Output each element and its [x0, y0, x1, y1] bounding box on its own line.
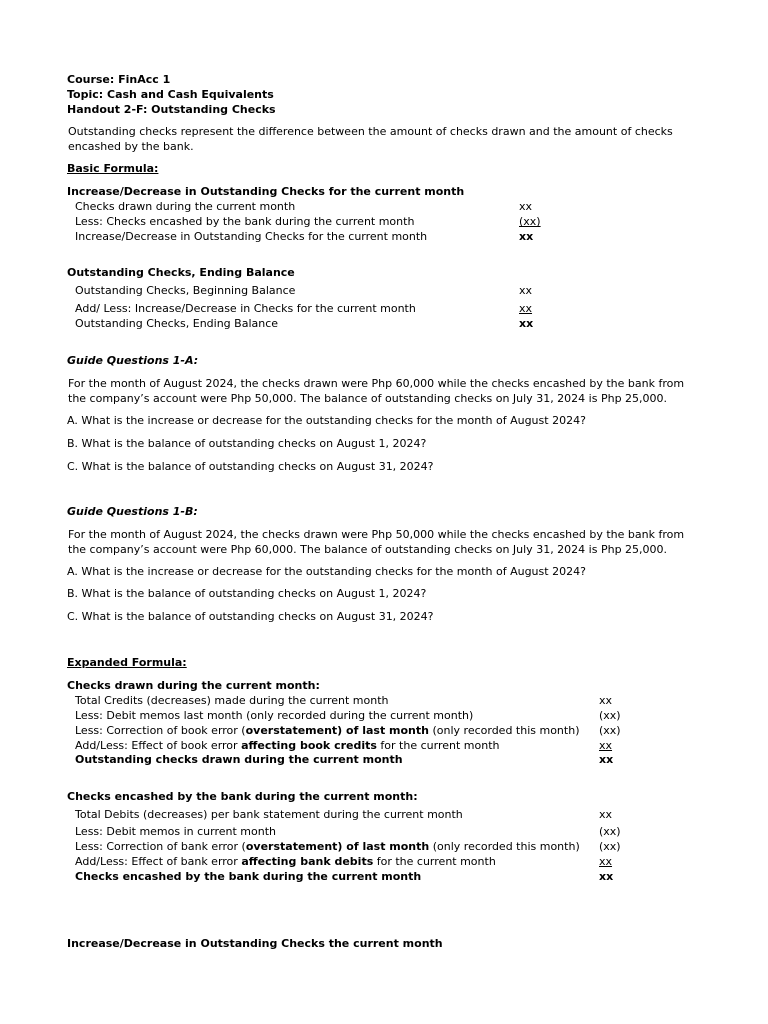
drawn-row1-value: xx [599, 694, 613, 707]
encashed-row4-value: xx [599, 855, 613, 868]
basic-s1-row3-value: xx [519, 230, 534, 243]
encashed-title: Checks encashed by the bank during the current month: [67, 790, 418, 803]
gq1a-title: Guide Questions 1-A: [67, 354, 199, 367]
topic-line: Topic: Cash and Cash Equivalents [67, 88, 274, 101]
encashed-row3-label: Less: Correction of bank error (overstatement) of last month (only recorded this month) [75, 840, 580, 853]
gq1a-question-c: C. What is the balance of outstanding checks on August 31, 2024? [67, 460, 434, 473]
encashed-row3-value: (xx) [599, 840, 621, 853]
final-title: Increase/Decrease in Outstanding Checks the current month [67, 937, 443, 950]
basic-s1-row1-label: Checks drawn during the current month [75, 200, 296, 213]
gq1b-question-b: B. What is the balance of outstanding checks on August 1, 2024? [67, 587, 427, 600]
drawn-row5-value: xx [599, 753, 614, 766]
drawn-row4-value: xx [599, 739, 613, 752]
basic-s2-title: Outstanding Checks, Ending Balance [67, 266, 295, 279]
basic-s2-row3-value: xx [519, 317, 534, 330]
basic-s1-row2-value: (xx) [519, 215, 541, 228]
encashed-row2-value: (xx) [599, 825, 621, 838]
drawn-row5-label: Outstanding checks drawn during the current month [75, 753, 403, 766]
gq1b-question-a: A. What is the increase or decrease for the outstanding checks for the month of August 2024? [67, 565, 586, 578]
encashed-row5-label: Checks encashed by the bank during the current month [75, 870, 422, 883]
drawn-row2-label: Less: Debit memos last month (only recorded during the current month) [75, 709, 474, 722]
expanded-formula-heading: Expanded Formula: [67, 656, 187, 669]
gq1b-title: Guide Questions 1-B: [67, 505, 198, 518]
basic-s2-row3-label: Outstanding Checks, Ending Balance [75, 317, 279, 330]
intro-paragraph: Outstanding checks represent the difference between the amount of checks drawn and the amount of checks encashed by the bank. [68, 125, 673, 153]
basic-s1-row2-label: Less: Checks encashed by the bank during the current month [75, 215, 415, 228]
gq1a-paragraph: For the month of August 2024, the checks drawn were Php 60,000 while the checks encashed by the bank from the company’s account were Php 50,000. The balance of outstanding checks on July 31, 2024 is Php 25,000. [68, 377, 685, 405]
drawn-row4-label: Add/Less: Effect of book error affecting book credits for the current month [75, 739, 500, 752]
basic-s2-row1-label: Outstanding Checks, Beginning Balance [75, 284, 296, 297]
basic-s1-row1-value: xx [519, 200, 533, 213]
basic-s2-row2-value: xx [519, 302, 533, 315]
drawn-row1-label: Total Credits (decreases) made during the current month [75, 694, 389, 707]
handout-line: Handout 2-F: Outstanding Checks [67, 103, 276, 116]
gq1b-paragraph: For the month of August 2024, the checks drawn were Php 50,000 while the checks encashed by the bank from the company’s account were Php 60,000. The balance of outstanding checks on July 31, 2024 is Php 25,000. [68, 528, 685, 556]
encashed-row4-label: Add/Less: Effect of bank error affecting bank debits for the current month [75, 855, 496, 868]
basic-s1-title: Increase/Decrease in Outstanding Checks for the current month [67, 185, 465, 198]
gq1a-question-a: A. What is the increase or decrease for the outstanding checks for the month of August 2024? [67, 414, 586, 427]
basic-s2-row2-label: Add/ Less: Increase/Decrease in Checks for the current month [75, 302, 416, 315]
encashed-row1-label: Total Debits (decreases) per bank statement during the current month [75, 808, 463, 821]
drawn-row3-value: (xx) [599, 724, 621, 737]
encashed-row2-label: Less: Debit memos in current month [75, 825, 277, 838]
basic-formula-heading: Basic Formula: [67, 162, 159, 175]
drawn-title: Checks drawn during the current month: [67, 679, 320, 692]
gq1b-question-c: C. What is the balance of outstanding checks on August 31, 2024? [67, 610, 434, 623]
encashed-row1-value: xx [599, 808, 613, 821]
basic-s1-row3-label: Increase/Decrease in Outstanding Checks for the current month [75, 230, 428, 243]
encashed-row5-value: xx [599, 870, 614, 883]
basic-s2-row1-value: xx [519, 284, 533, 297]
drawn-row2-value: (xx) [599, 709, 621, 722]
course-line: Course: FinAcc 1 [67, 73, 171, 86]
gq1a-question-b: B. What is the balance of outstanding checks on August 1, 2024? [67, 437, 427, 450]
drawn-row3-label: Less: Correction of book error (overstatement) of last month (only recorded this month) [75, 724, 580, 737]
